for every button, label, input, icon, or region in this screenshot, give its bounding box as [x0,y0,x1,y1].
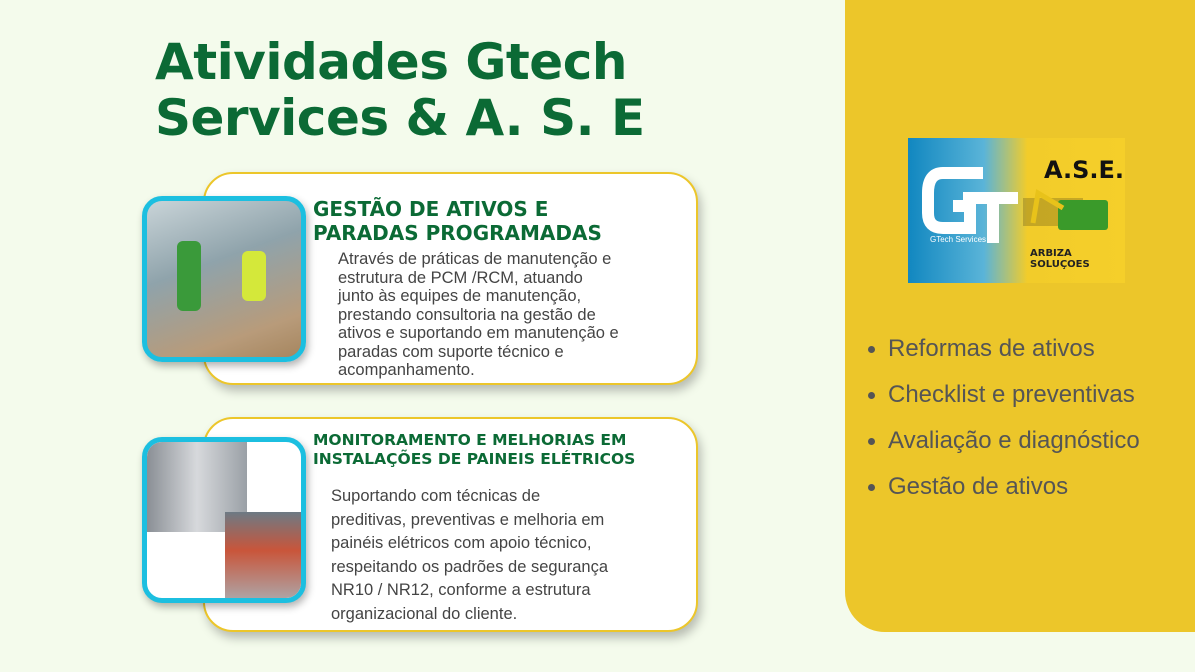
body-line: junto às equipes de manutenção, [338,287,582,305]
body-line: NR10 / NR12, conforme a estrutura [331,581,591,599]
heading-line: INSTALAÇÕES DE PAINEIS ELÉTRICOS [313,450,636,468]
company-logo [908,138,1125,283]
body-line: estrutura de PCM /RCM, atuando [338,268,583,287]
heading-line: PARADAS PROGRAMADAS [313,221,602,245]
body-line: painéis elétricos com apoio técnico, [331,534,592,552]
bullet-icon [868,484,875,491]
title-line-1: Atividades Gtech [155,33,627,91]
list-item-label: Gestão de ativos [888,473,1069,500]
list-item-label: Reformas de ativos [888,335,1095,362]
card-heading [313,431,635,469]
list-item-label: Checklist e preventivas [888,381,1135,408]
bullet-icon [868,346,875,353]
list-item [868,326,1140,372]
body-line: Através de práticas de manutenção e [338,250,612,268]
card-body [338,250,619,380]
heading-line: MONITORAMENTO E MELHORIAS EM [313,431,627,449]
arbiza-label: ARBIZA SOLUÇOES [1030,248,1090,270]
ase-label: A.S.E. [1044,156,1125,184]
card-heading [313,197,602,245]
body-line: organizacional do cliente. [331,604,518,623]
electrical-panels-photo [142,437,306,603]
list-item-label: Avaliação e diagnóstico [888,427,1140,454]
body-line: ativos e suportando em manutenção e [338,324,619,342]
body-line: respeitando os padrões de segurança [331,557,609,576]
list-item [868,418,1140,464]
card-body [331,485,608,626]
body-line: preditivas, preventivas e melhoria em [331,510,605,529]
list-item [868,372,1140,418]
body-line: paradas com suporte técnico e [338,342,564,361]
gtech-label: GTech Services [930,235,987,244]
workers-photo [142,196,306,362]
right-panel [845,0,1195,632]
services-list [868,326,1140,510]
heading-line: GESTÃO DE ATIVOS E [313,197,549,221]
body-line: prestando consultoria na gestão de [338,305,596,324]
bullet-icon [868,392,875,399]
bullet-icon [868,438,875,445]
title-line-2: Services & A. S. E [155,89,645,147]
body-line: Suportando com técnicas de [331,487,541,505]
body-line: acompanhamento. [338,361,475,379]
list-item [868,464,1140,510]
page-title [155,34,645,146]
